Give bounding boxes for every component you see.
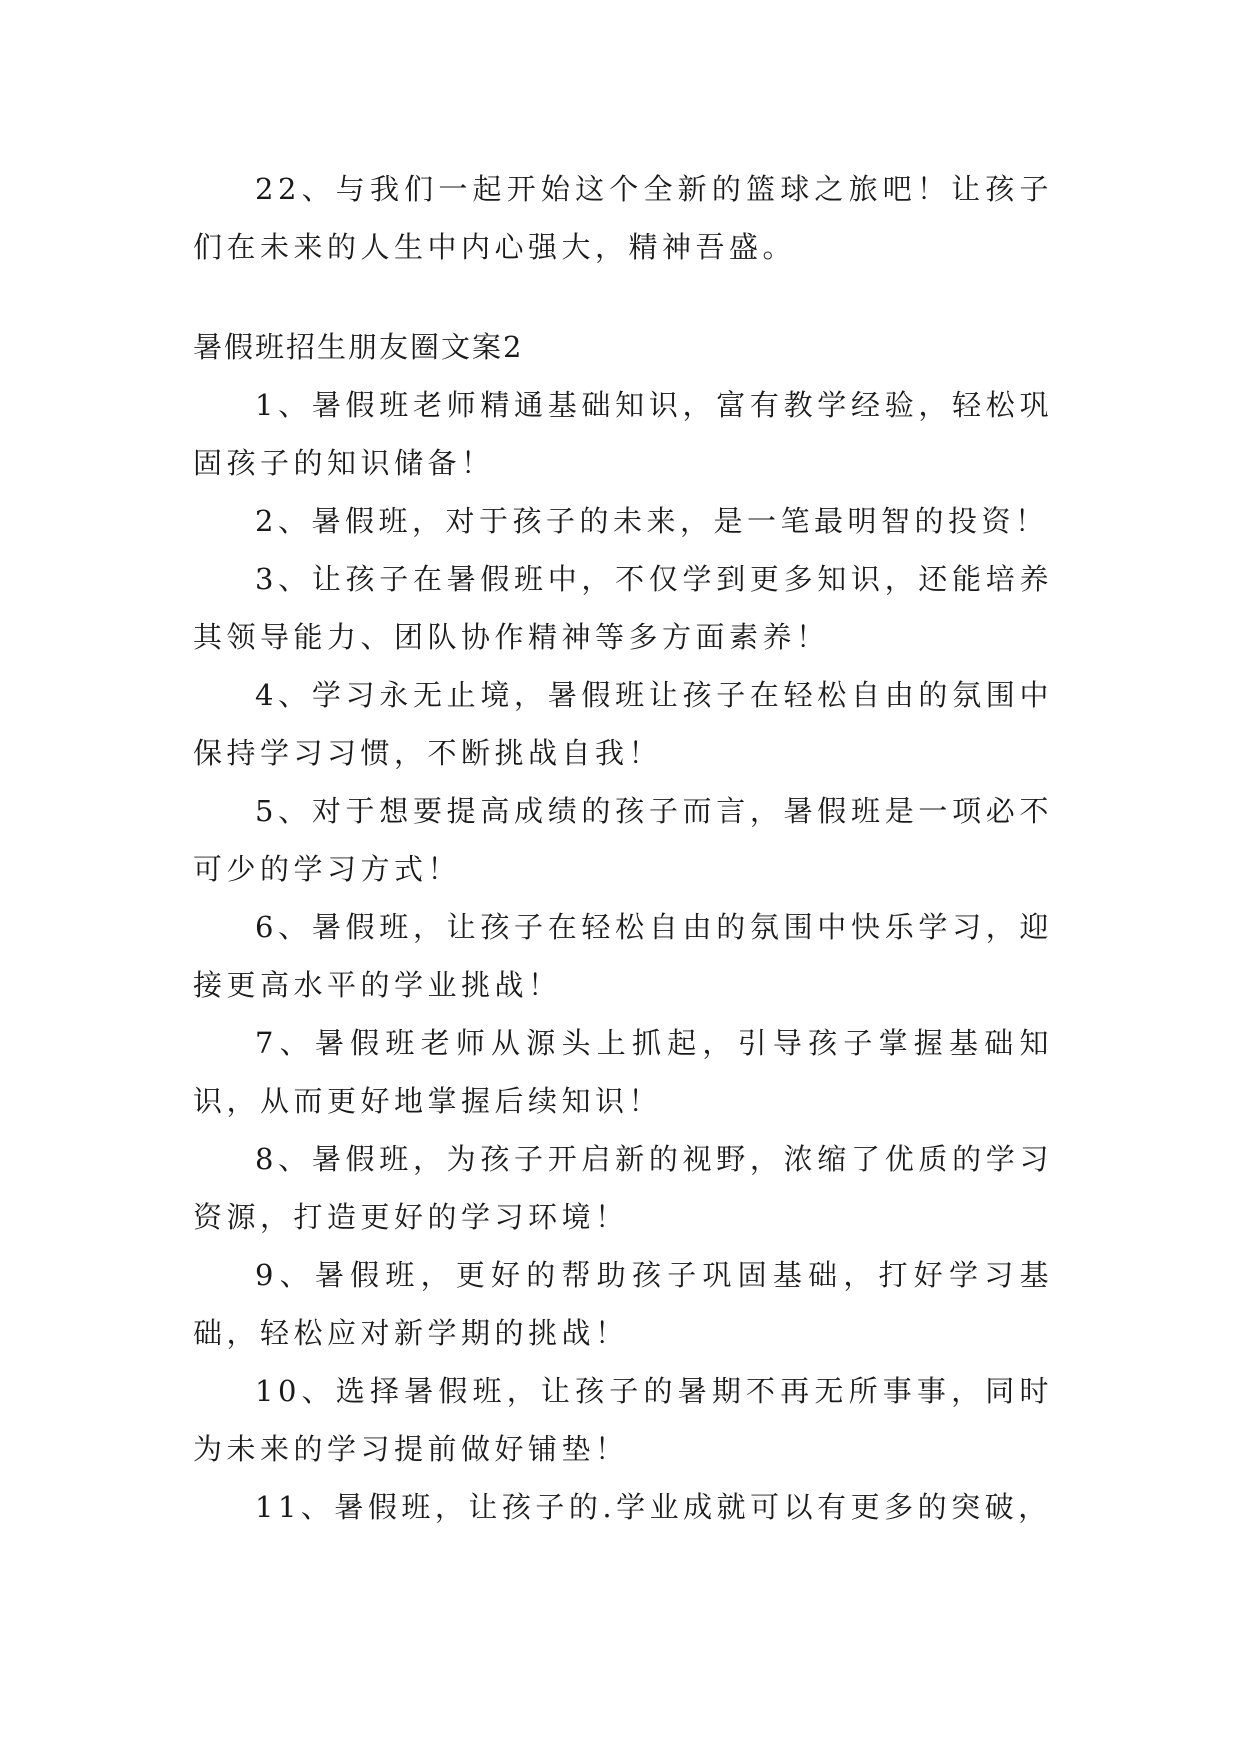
list-item: 1、暑假班老师精通基础知识，富有教学经验，轻松巩固孩子的知识储备！	[193, 388, 1053, 480]
section-heading: 暑假班招生朋友圈文案2	[193, 330, 524, 364]
document-body	[193, 160, 1053, 1536]
intro-paragraph: 22、与我们一起开始这个全新的篮球之旅吧！让孩子们在未来的人生中内心强大，精神吾盛。	[193, 172, 1053, 264]
list-item: 9、暑假班，更好的帮助孩子巩固基础，打好学习基础，轻松应对新学期的挑战！	[193, 1258, 1053, 1350]
list-item: 6、暑假班，让孩子在轻松自由的氛围中快乐学习，迎接更高水平的学业挑战！	[193, 910, 1053, 1002]
item-list	[193, 376, 1053, 1536]
list-item: 11、暑假班，让孩子的.学业成就可以有更多的突破，	[255, 1490, 1052, 1524]
list-item: 7、暑假班老师从源头上抓起，引导孩子掌握基础知识，从而更好地掌握后续知识！	[193, 1026, 1053, 1118]
list-item: 10、选择暑假班，让孩子的暑期不再无所事事，同时为未来的学习提前做好铺垫！	[193, 1374, 1053, 1466]
list-item: 5、对于想要提高成绩的孩子而言，暑假班是一项必不可少的学习方式！	[193, 794, 1053, 886]
list-item: 8、暑假班，为孩子开启新的视野，浓缩了优质的学习资源，打造更好的学习环境！	[193, 1142, 1053, 1234]
list-item: 3、让孩子在暑假班中，不仅学到更多知识，还能培养其领导能力、团队协作精神等多方面素养！	[193, 562, 1053, 654]
list-item: 4、学习永无止境，暑假班让孩子在轻松自由的氛围中保持学习习惯，不断挑战自我！	[193, 678, 1053, 770]
list-item: 2、暑假班，对于孩子的未来，是一笔最明智的投资！	[255, 504, 1049, 538]
